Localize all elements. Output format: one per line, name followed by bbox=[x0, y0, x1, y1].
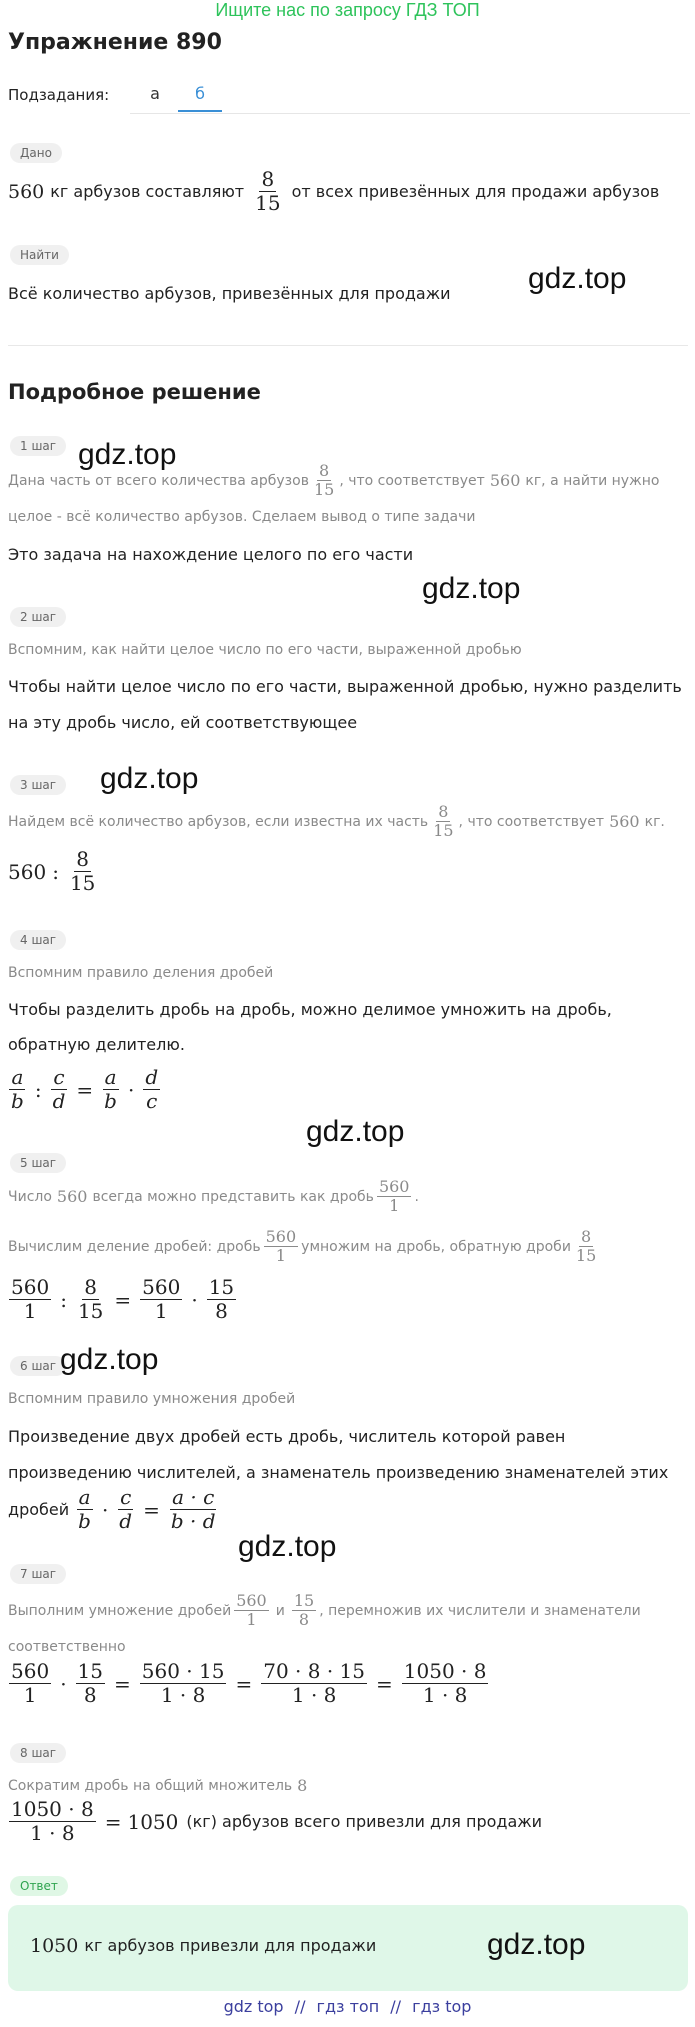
step-7-note-line2: соответственно bbox=[8, 1639, 126, 1655]
step-5-note-a: Число bbox=[8, 1188, 52, 1205]
step-8-result: 1050 bbox=[127, 1809, 179, 1834]
frac-num: 15 bbox=[77, 1659, 103, 1683]
step-5-note-c: Вычислим деление дробей: дробь bbox=[8, 1238, 261, 1255]
step-5-fraction bbox=[377, 1178, 412, 1216]
frac-den: 1 bbox=[23, 1299, 37, 1323]
frac-num: a bbox=[78, 1485, 91, 1509]
step-6-text-2: произведению числителей, а знаменатель произведению знаменателей этих bbox=[8, 1463, 669, 1482]
step-3-note bbox=[8, 803, 665, 841]
expr-fraction bbox=[9, 1276, 51, 1323]
step-8-expression bbox=[6, 1798, 542, 1845]
expr-fraction bbox=[140, 1276, 182, 1323]
step-3-note-b: , что соответствует bbox=[458, 813, 605, 830]
footer-link-gdz-top[interactable]: gdz top bbox=[223, 1997, 284, 2016]
step-8-note bbox=[8, 1777, 307, 1795]
frac-den: d bbox=[52, 1089, 66, 1113]
step-1-note-c: кг, а найти нужно bbox=[525, 472, 660, 489]
frac-num: 8 bbox=[581, 1227, 592, 1246]
frac-den: b · d bbox=[170, 1509, 216, 1533]
frac-num: 560 bbox=[142, 1275, 181, 1299]
step-1-note-line2: целое - всё количество арбузов. Сделаем вывод о типе задачи bbox=[8, 509, 476, 525]
tab-subtask-b[interactable]: б bbox=[195, 84, 205, 103]
step-5-note-end: . bbox=[414, 1188, 419, 1205]
frac-num: 560 bbox=[11, 1275, 50, 1299]
frac-den: 1 bbox=[246, 1610, 257, 1630]
tabs-divider bbox=[130, 113, 690, 114]
given-text bbox=[8, 168, 659, 215]
frac-num: 1050 · 8 bbox=[403, 1659, 487, 1683]
frac-num: 560 bbox=[11, 1659, 50, 1683]
step-3-expr-a: 560 bbox=[8, 859, 47, 884]
formula-fraction bbox=[9, 1066, 26, 1113]
formula-fraction bbox=[51, 1066, 68, 1113]
step-5-value: 560 bbox=[56, 1186, 88, 1206]
equals-sign: = bbox=[76, 1077, 94, 1102]
watermark: gdz.top bbox=[528, 262, 627, 295]
divide-operator: : bbox=[52, 859, 59, 884]
answer-text bbox=[30, 1936, 376, 1956]
footer-link-gdz-top-mixed[interactable]: гдз top bbox=[412, 1997, 472, 2016]
expr-fraction bbox=[9, 1798, 96, 1845]
given-text-b: от всех привезённых для продажи арбузов bbox=[291, 181, 660, 201]
equals-sign: = bbox=[235, 1671, 253, 1696]
frac-den: 1 bbox=[154, 1299, 168, 1323]
equals-sign: = bbox=[114, 1671, 131, 1696]
frac-num: 70 · 8 · 15 bbox=[263, 1659, 366, 1683]
step-4-note: Вспомним правило деления дробей bbox=[8, 965, 274, 981]
step-2-chip: 2 шаг bbox=[10, 607, 66, 627]
frac-num: 15 bbox=[208, 1275, 235, 1299]
watermark: gdz.top bbox=[100, 762, 199, 795]
expr-fraction bbox=[207, 1276, 236, 1323]
footer-links bbox=[0, 1997, 695, 2016]
expr-fraction bbox=[402, 1660, 489, 1707]
frac-den: 8 bbox=[215, 1299, 228, 1323]
step-6-note: Вспомним правило умножения дробей bbox=[8, 1391, 296, 1407]
frac-num: 8 bbox=[84, 1275, 98, 1299]
step-3-value: 560 bbox=[609, 811, 640, 831]
step-7-fraction-1 bbox=[234, 1592, 269, 1630]
given-number: 560 bbox=[8, 180, 45, 203]
frac-num: 560 bbox=[236, 1591, 267, 1610]
multiply-operator: · bbox=[127, 1077, 135, 1102]
step-2-text-1: Чтобы найти целое число по его части, выраженной дробью, нужно разделить bbox=[8, 677, 682, 696]
frac-num: c bbox=[53, 1065, 65, 1089]
step-7-note-b: , перемножив их числители и знаменатели bbox=[319, 1602, 641, 1619]
step-6-formula bbox=[73, 1486, 220, 1533]
frac-num: 15 bbox=[293, 1591, 315, 1610]
step-3-note-c: кг. bbox=[644, 813, 665, 830]
frac-den: 1 bbox=[23, 1683, 37, 1707]
formula-fraction bbox=[143, 1066, 160, 1113]
section-divider bbox=[8, 345, 688, 346]
watermark: gdz.top bbox=[487, 1928, 586, 1961]
frac-num: 1050 · 8 bbox=[11, 1797, 94, 1821]
frac-num: 560 bbox=[265, 1227, 297, 1246]
given-chip: Дано bbox=[10, 143, 62, 163]
active-tab-indicator bbox=[178, 110, 222, 112]
step-4-formula bbox=[6, 1066, 163, 1113]
frac-num: 560 · 15 bbox=[141, 1659, 225, 1683]
step-3-expression bbox=[8, 848, 100, 895]
step-8-note-a: Сократим дробь на общий множитель bbox=[8, 1778, 293, 1794]
step-7-fraction-2 bbox=[292, 1592, 316, 1630]
step-2-note: Вспомним, как найти целое число по его части, выраженной дробью bbox=[8, 642, 522, 658]
watermark: gdz.top bbox=[60, 1343, 159, 1376]
divide-operator: : bbox=[60, 1287, 67, 1312]
step-1-fraction bbox=[312, 462, 336, 500]
given-frac-num: 8 bbox=[261, 167, 275, 191]
step-5-fraction-2 bbox=[264, 1228, 299, 1266]
frac-den: 8 bbox=[298, 1610, 310, 1630]
expr-fraction bbox=[140, 1660, 227, 1707]
frac-num: 8 bbox=[76, 847, 90, 871]
step-1-frac-num: 8 bbox=[319, 461, 330, 480]
frac-den: 1 · 8 bbox=[160, 1683, 206, 1707]
formula-fraction bbox=[102, 1066, 119, 1113]
expr-fraction bbox=[76, 1660, 105, 1707]
step-3-frac-num: 8 bbox=[438, 802, 449, 821]
frac-den: b bbox=[11, 1089, 24, 1113]
step-7-note-and: и bbox=[275, 1602, 285, 1619]
step-1-frac-den: 15 bbox=[313, 480, 335, 500]
multiply-operator: · bbox=[101, 1497, 109, 1522]
step-4-chip: 4 шаг bbox=[10, 930, 66, 950]
step-1-note bbox=[8, 462, 659, 500]
frac-den: 1 bbox=[275, 1246, 286, 1266]
frac-den: 8 bbox=[83, 1683, 97, 1707]
step-1-text: Это задача на нахождение целого по его части bbox=[8, 545, 414, 564]
frac-num: d bbox=[145, 1065, 159, 1089]
step-7-expression bbox=[6, 1660, 491, 1707]
step-5-note-d: умножим на дробь, обратную дроби bbox=[301, 1238, 571, 1255]
step-2-text-2: на эту дробь число, ей соответствующее bbox=[8, 713, 358, 732]
expr-fraction bbox=[9, 1660, 51, 1707]
formula-fraction bbox=[76, 1486, 93, 1533]
step-5-expression bbox=[6, 1276, 239, 1323]
expr-fraction bbox=[261, 1660, 367, 1707]
watermark: gdz.top bbox=[306, 1115, 405, 1148]
multiply-operator: · bbox=[60, 1671, 67, 1696]
step-6-text-3-label: дробей bbox=[8, 1499, 70, 1519]
step-3-fraction bbox=[431, 803, 455, 841]
equals-sign: = bbox=[376, 1671, 393, 1696]
step-7-note-a: Выполним умножение дробей bbox=[8, 1602, 232, 1619]
search-hint-link[interactable]: Ищите нас по запросу ГДЗ ТОП bbox=[215, 0, 480, 20]
step-1-note-b: , что соответствует bbox=[339, 472, 485, 489]
footer-link-gdz-top-ru[interactable]: гдз топ bbox=[316, 1997, 380, 2016]
divide-operator: : bbox=[34, 1077, 42, 1102]
step-4-text-2: обратную делителю. bbox=[8, 1035, 185, 1054]
watermark: gdz.top bbox=[422, 572, 521, 605]
frac-den: 1 · 8 bbox=[422, 1683, 468, 1707]
step-1-value: 560 bbox=[489, 470, 521, 490]
step-1-note-a: Дана часть от всего количества арбузов bbox=[8, 472, 309, 489]
footer-separator: // bbox=[390, 1997, 402, 2016]
solution-heading: Подробное решение bbox=[8, 380, 261, 404]
formula-fraction bbox=[117, 1486, 134, 1533]
frac-num: a bbox=[11, 1065, 24, 1089]
step-3-expr-fraction bbox=[68, 848, 97, 895]
step-7-chip: 7 шаг bbox=[10, 1564, 66, 1584]
subtasks-label: Подзадания: bbox=[8, 86, 110, 104]
equals-sign: = bbox=[104, 1809, 122, 1834]
frac-den: d bbox=[119, 1509, 133, 1533]
frac-den: 1 · 8 bbox=[291, 1683, 337, 1707]
watermark: gdz.top bbox=[238, 1530, 337, 1563]
frac-num: a bbox=[104, 1065, 117, 1089]
step-5-note-2 bbox=[8, 1228, 601, 1266]
step-3-frac-den: 15 bbox=[433, 821, 454, 841]
step-5-note bbox=[8, 1178, 419, 1216]
frac-den: 15 bbox=[77, 1299, 104, 1323]
given-fraction bbox=[253, 168, 282, 215]
step-5-fraction-3 bbox=[574, 1228, 598, 1266]
watermark: gdz.top bbox=[78, 438, 177, 471]
given-frac-den: 15 bbox=[255, 191, 281, 215]
step-5-note-b: всегда можно представить как дробь bbox=[92, 1188, 374, 1205]
frac-den: b bbox=[78, 1509, 91, 1533]
frac-den: 1 · 8 bbox=[30, 1821, 75, 1845]
equals-sign: = bbox=[143, 1497, 160, 1522]
step-3-chip: 3 шаг bbox=[10, 775, 66, 795]
step-6-text-1: Произведение двух дробей есть дробь, числитель которой равен bbox=[8, 1427, 566, 1446]
step-1-chip: 1 шаг bbox=[10, 436, 66, 456]
step-3-note-a: Найдем всё количество арбузов, если известна их часть bbox=[8, 813, 429, 830]
step-4-text-1: Чтобы разделить дробь на дробь, можно делимое умножить на дробь, bbox=[8, 1000, 612, 1019]
frac-num: c bbox=[120, 1485, 132, 1509]
equals-sign: = bbox=[114, 1287, 132, 1312]
multiply-operator: · bbox=[191, 1287, 198, 1312]
formula-fraction bbox=[169, 1486, 218, 1533]
answer-label: кг арбузов привезли для продажи bbox=[84, 1936, 377, 1955]
step-8-text: (кг) арбузов всего привезли для продажи bbox=[186, 1811, 543, 1831]
find-text: Всё количество арбузов, привезённых для продажи bbox=[8, 284, 451, 303]
frac-den: 15 bbox=[69, 871, 96, 895]
frac-den: 1 bbox=[389, 1196, 400, 1216]
find-chip: Найти bbox=[10, 245, 69, 265]
answer-chip: Ответ bbox=[10, 1876, 68, 1896]
step-6-text-3 bbox=[8, 1486, 221, 1533]
tab-subtask-a[interactable]: а bbox=[150, 84, 160, 103]
step-8-value: 8 bbox=[297, 1776, 308, 1795]
step-5-chip: 5 шаг bbox=[10, 1153, 66, 1173]
frac-num: 560 bbox=[378, 1177, 410, 1196]
expr-fraction bbox=[76, 1276, 105, 1323]
step-6-chip: 6 шаг bbox=[10, 1356, 66, 1376]
step-7-note bbox=[8, 1592, 641, 1630]
given-text-a: кг арбузов составляют bbox=[50, 181, 245, 201]
frac-num: a · c bbox=[172, 1485, 215, 1509]
step-8-chip: 8 шаг bbox=[10, 1743, 66, 1763]
frac-den: b bbox=[104, 1089, 117, 1113]
frac-den: c bbox=[146, 1089, 158, 1113]
frac-den: 15 bbox=[575, 1246, 597, 1266]
answer-number: 1050 bbox=[30, 1935, 79, 1957]
page-title: Упражнение 890 bbox=[8, 30, 222, 55]
footer-separator: // bbox=[294, 1997, 306, 2016]
